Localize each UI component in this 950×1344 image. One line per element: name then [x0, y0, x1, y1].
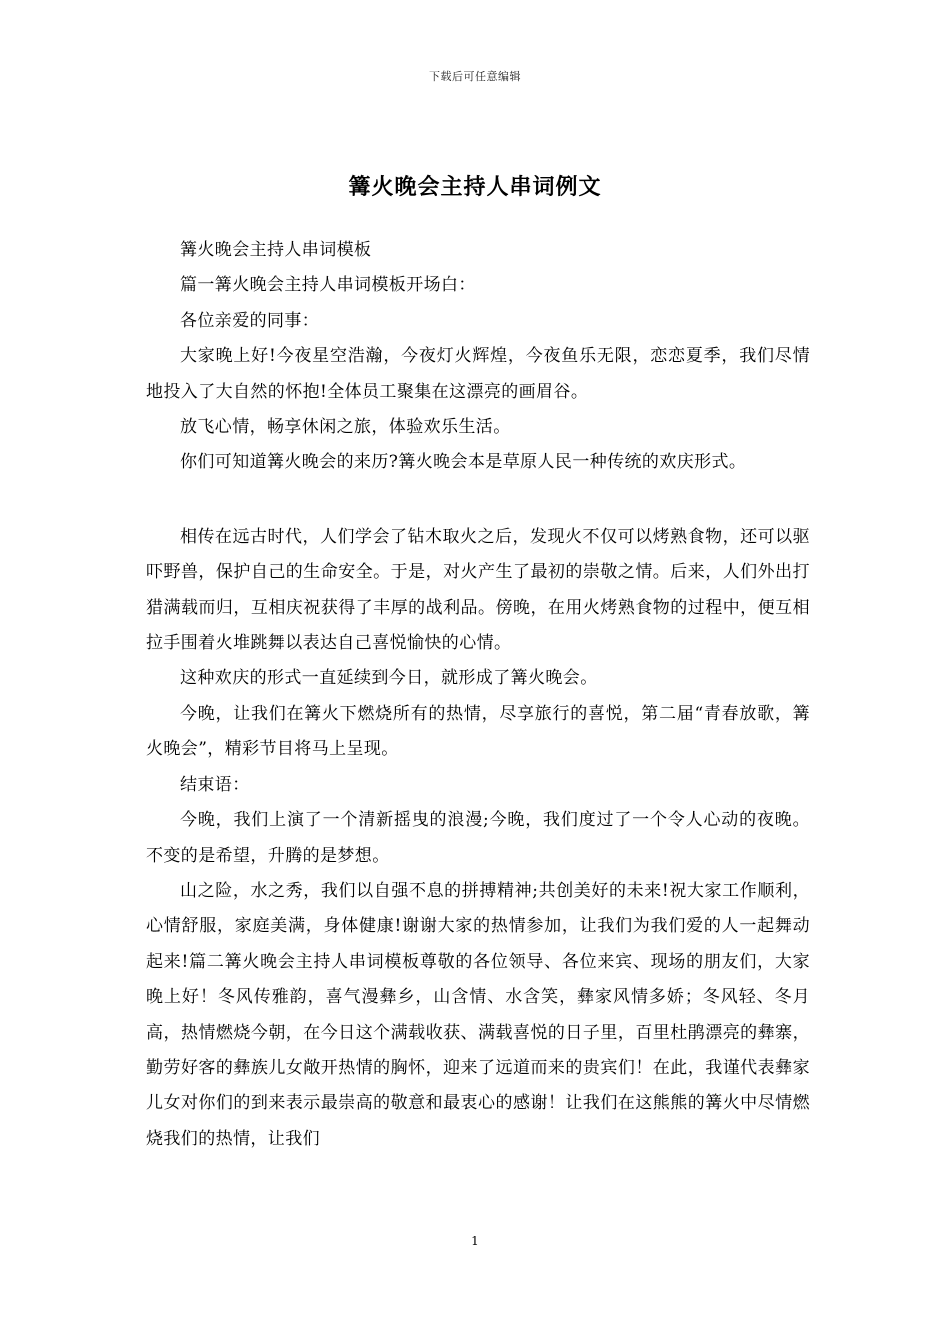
paragraph-opening: 大家晚上好!今夜星空浩瀚，今夜灯火辉煌，今夜鱼乐无限，恋恋夏季，我们尽情地投入了大自然的怀抱!全体员工聚集在这漂亮的画眉谷。	[146, 346, 810, 402]
paragraph-greeting: 各位亲爱的同事：	[180, 310, 320, 331]
paragraph-closing: 今晚，我们上演了一个清新摇曳的浪漫;今晚，我们度过了一个令人心动的夜晚。不变的是希望，升腾的是梦想。	[146, 810, 810, 866]
page-number: 1	[471, 1234, 479, 1248]
document-title: 篝火晚会主持人串词例文	[348, 173, 602, 200]
paragraph-tonight: 今晚，让我们在篝火下燃烧所有的热情，尽享旅行的喜悦，第二届“青春放歌，篝火晚会”，精彩节目将马上呈现。	[146, 703, 810, 760]
paragraph-relax: 放飞心情，畅享休闲之旅，体验欢乐生活。	[180, 417, 511, 438]
paragraph-origin-question: 你们可知道篝火晚会的来历?篝火晚会本是草原人民一种传统的欢庆形式。	[180, 452, 747, 473]
paragraph-closing-heading: 结束语：	[180, 774, 250, 795]
paragraph-tradition: 这种欢庆的形式一直延续到今日，就形成了篝火晚会。	[180, 668, 598, 689]
document-body	[146, 233, 810, 1157]
paragraph-section-one-heading: 篇一篝火晚会主持人串词模板开场白：	[180, 275, 476, 296]
paragraph-section-two: 山之险，水之秀，我们以自强不息的拼搏精神;共创美好的未来!祝大家工作顺利，心情舒服，家庭美满，身体健康!谢谢大家的热情参加，让我们为我们爱的人一起舞动起来!篇二篝火晚会主持人串词模板尊敬的各位领导、各位来宾、现场的朋友们，大家晚上好！冬风传雅韵，喜气漫彝乡，山含情、水含笑，彝家风情多娇；冬风轻、冬月高，热情燃烧今朝，在今日这个满载收获、满载喜悦的日子里，百里杜鹃漂亮的彝寨，勤劳好客的彝族儿女敞开热情的胸怀，迎来了远道而来的贵宾们！在此，我谨代表彝家儿女对你们的到来表示最崇高的敬意和最衷心的感谢！让我们在这熊熊的篝火中尽情燃烧我们的热情，让我们	[146, 880, 810, 1149]
paragraph-subtitle: 篝火晚会主持人串词模板	[180, 240, 372, 260]
paragraph-legend: 相传在远古时代，人们学会了钻木取火之后，发现火不仅可以烤熟食物，还可以驱吓野兽，保护自己的生命安全。于是，对火产生了最初的崇敬之情。后来，人们外出打猎满载而归，互相庆祝获得了丰厚的战利品。傍晚，在用火烤熟食物的过程中，便互相拉手围着火堆跳舞以表达自己喜悦愉快的心情。	[146, 526, 810, 654]
paragraph-spacer	[146, 481, 810, 520]
header-note: 下载后可任意编辑	[429, 70, 521, 83]
